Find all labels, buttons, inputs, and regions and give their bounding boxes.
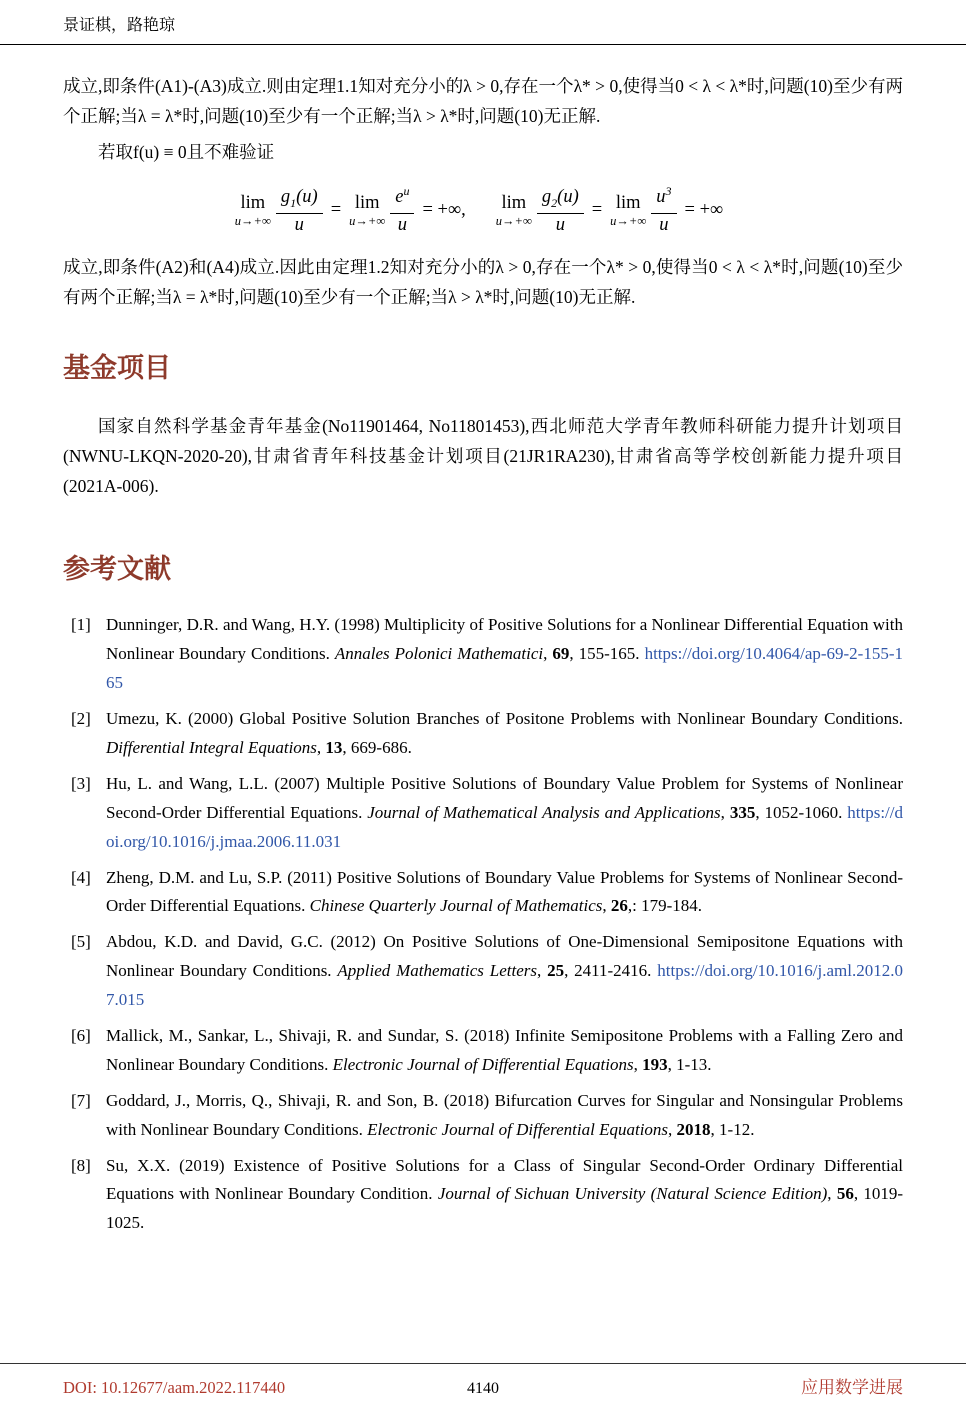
equals-sign: = [591,200,603,221]
journal-name: 应用数学进展 [801,1378,903,1397]
page-number: 4140 [467,1380,499,1397]
limit-operator: lim u→+∞ [495,192,532,229]
reference-citation: Su, X.X. (2019) Existence of Positive Solutions for a Class of Singular Second-Order Ordinary Differential Equations with Nonlinear Boundary Condition. [106,1155,903,1204]
paragraph-conclusion-1: 成立,即条件(A1)-(A3)成立.则由定理1.1知对充分小的λ > 0,存在一个λ* > 0,使得当0 < λ < λ*时,问题(10)至少有两个正解;当λ = λ*时,问题(10)至少有一个正解;当λ > λ*时,问题(10)无正解. [63,76,903,127]
equals-infinity: = +∞, [422,200,466,221]
reference-number: [2] [71,709,91,729]
reference-pages: , 155-165. [569,644,645,664]
fraction [537,185,584,236]
reference-journal: Electronic Journal of Differential Equations [367,1119,669,1139]
paragraph-conclusion-2: 成立,即条件(A2)和(A4)成立.因此由定理1.2知对充分小的λ > 0,存在一个λ* > 0,使得当0 < λ < λ*时,问题(10)至少有两个正解;当λ = λ*时,问题(10)至少有一个正解;当λ > λ*时,问题(10)无正解. [63,257,903,308]
reference-doi-link[interactable]: https://doi.org/10.1016/j.jmaa.2006.11.031 [106,802,903,851]
reference-journal: Annales Polonici Mathematici [334,644,544,664]
reference-number: [4] [71,867,91,887]
section-heading-references: 参考文献 [63,554,171,585]
reference-citation: Zheng, D.M. and Lu, S.P. (2011) Positive Solutions of Boundary Value Problems for Systems of Nonlinear Second-Order Differential Equations. [106,867,903,916]
equals-sign: = [330,200,342,221]
reference-item-3 [63,770,903,857]
paragraph-assumption: 若取f(u) ≡ 0且不难验证 [98,142,275,163]
reference-list [63,611,903,1238]
formula-group-1 [235,185,349,236]
formula-group-4 [610,185,731,236]
reference-citation: Hu, L. and Wang, L.L. (2007) Multiple Positive Solutions of Boundary Value Problem for Systems of Nonlinear Second-Order Differential Equations. [106,773,903,822]
reference-separator: , [633,1054,643,1074]
reference-number: [1] [71,615,91,635]
fraction-numerator: $e^u$ [390,185,414,214]
reference-volume: 56 [836,1184,854,1204]
reference-citation: Abdou, K.D. and David, G.C. (2012) On Positive Solutions of One-Dimensional Semipositone Equations with Nonlinear Boundary Conditions. [106,932,903,981]
fraction-numerator: $g_1(u)$ [276,185,323,214]
reference-journal: Differential Integral Equations [106,738,317,757]
fraction [390,185,414,236]
reference-separator: , [602,896,611,916]
reference-volume: 69 [552,644,570,664]
fraction [276,185,323,236]
reference-doi-link[interactable]: https://doi.org/10.1016/j.aml.2012.07.015 [106,961,903,1010]
reference-volume: 26 [610,896,628,916]
fraction-denominator: u [397,214,407,235]
reference-volume: 335 [729,802,756,822]
fraction-denominator: u [659,214,669,235]
reference-separator: , [720,802,730,822]
page-body [63,71,903,1238]
formula-group-3 [496,185,610,236]
reference-number: [8] [71,1155,91,1175]
fraction-denominator: u [555,214,565,235]
reference-journal: Electronic Journal of Differential Equations [332,1054,634,1074]
reference-item-6 [63,1022,903,1080]
reference-pages: , 1-13. [667,1054,712,1074]
section-heading-funding: 基金项目 [63,353,171,384]
reference-number: [7] [71,1090,91,1110]
reference-citation: Mallick, M., Sankar, L., Shivaji, R. and Sundar, S. (2018) Infinite Semipositone Problems with a Falling Zero and Nonlinear Boundary Conditions. [106,1026,903,1074]
reference-separator: , [668,1119,677,1139]
reference-separator: , [536,961,548,981]
reference-pages: ,: 179-184. [627,896,703,916]
reference-pages: , 2411-2416. [564,961,658,981]
formula-group-2 [349,185,496,236]
reference-doi-link[interactable]: https://doi.org/10.4064/ap-69-2-155-165 [106,644,904,693]
running-head [63,0,903,35]
reference-pages: , 1052-1060. [755,802,848,822]
doi-text: DOI: 10.12677/aam.2022.117440 [63,1378,286,1397]
fraction [651,185,676,236]
reference-item-4 [63,864,903,922]
reference-number: [5] [71,932,91,952]
reference-citation: Umezu, K. (2000) Global Positive Solution Branches of Positone Problems with Nonlinear Boundary Conditions. [106,709,903,729]
reference-pages: , 669-686. [342,738,412,757]
limit-operator: lim u→+∞ [349,192,386,229]
reference-separator: , [543,644,553,664]
reference-journal: Chinese Quarterly Journal of Mathematics [309,896,603,916]
reference-pages: , 1-12. [710,1119,755,1139]
fraction-numerator: $u^3$ [651,185,676,214]
reference-item-8 [63,1152,903,1239]
reference-volume: 193 [642,1054,668,1074]
funding-paragraph: 国家自然科学基金青年基金(No11901464, No11801453),西北师范大学青年教师科研能力提升计划项目(NWNU-LKQN-2020-20),甘肃省青年科技基金计划项目(21JR1RA230),甘肃省高等学校创新能力提升项目(2021A-006). [63,415,903,496]
reference-item-1 [63,611,903,698]
reference-journal: Journal of Mathematical Analysis and Applications [367,802,721,822]
reference-citation: Dunninger, D.R. and Wang, H.Y. (1998) Multiplicity of Positive Solutions for a Nonlinear Differential Equation with Nonlinear Boundary Conditions. [106,615,903,664]
reference-item-2 [63,705,903,763]
reference-volume: 2018 [676,1119,711,1139]
reference-journal: Applied Mathematics Letters [337,961,537,981]
reference-volume: 13 [325,738,343,757]
limit-operator: lim u→+∞ [610,192,647,229]
running-authors: 景证棋，路艳琼 [63,17,176,34]
reference-item-5 [63,928,903,1015]
display-formula [63,185,903,236]
reference-journal: Journal of Sichuan University (Natural Science Edition) [437,1184,828,1204]
limit-operator: lim u→+∞ [234,192,271,229]
equals-infinity: = +∞ [684,200,724,221]
reference-pages: , 1019-1025. [106,1184,903,1233]
header-divider [0,44,966,45]
reference-separator: , [827,1184,837,1204]
reference-number: [6] [71,1026,91,1046]
fraction-denominator: u [294,214,304,235]
page-footer [0,1363,966,1414]
fraction-numerator: $g_2(u)$ [537,185,584,214]
reference-item-7 [63,1087,903,1145]
reference-number: [3] [71,773,91,793]
reference-citation: Goddard, J., Morris, Q., Shivaji, R. and Son, B. (2018) Bifurcation Curves for Singular and Nonsingular Problems with Nonlinear Boundary Conditions. [106,1090,903,1139]
reference-separator: , [316,738,326,757]
reference-volume: 25 [547,961,565,981]
